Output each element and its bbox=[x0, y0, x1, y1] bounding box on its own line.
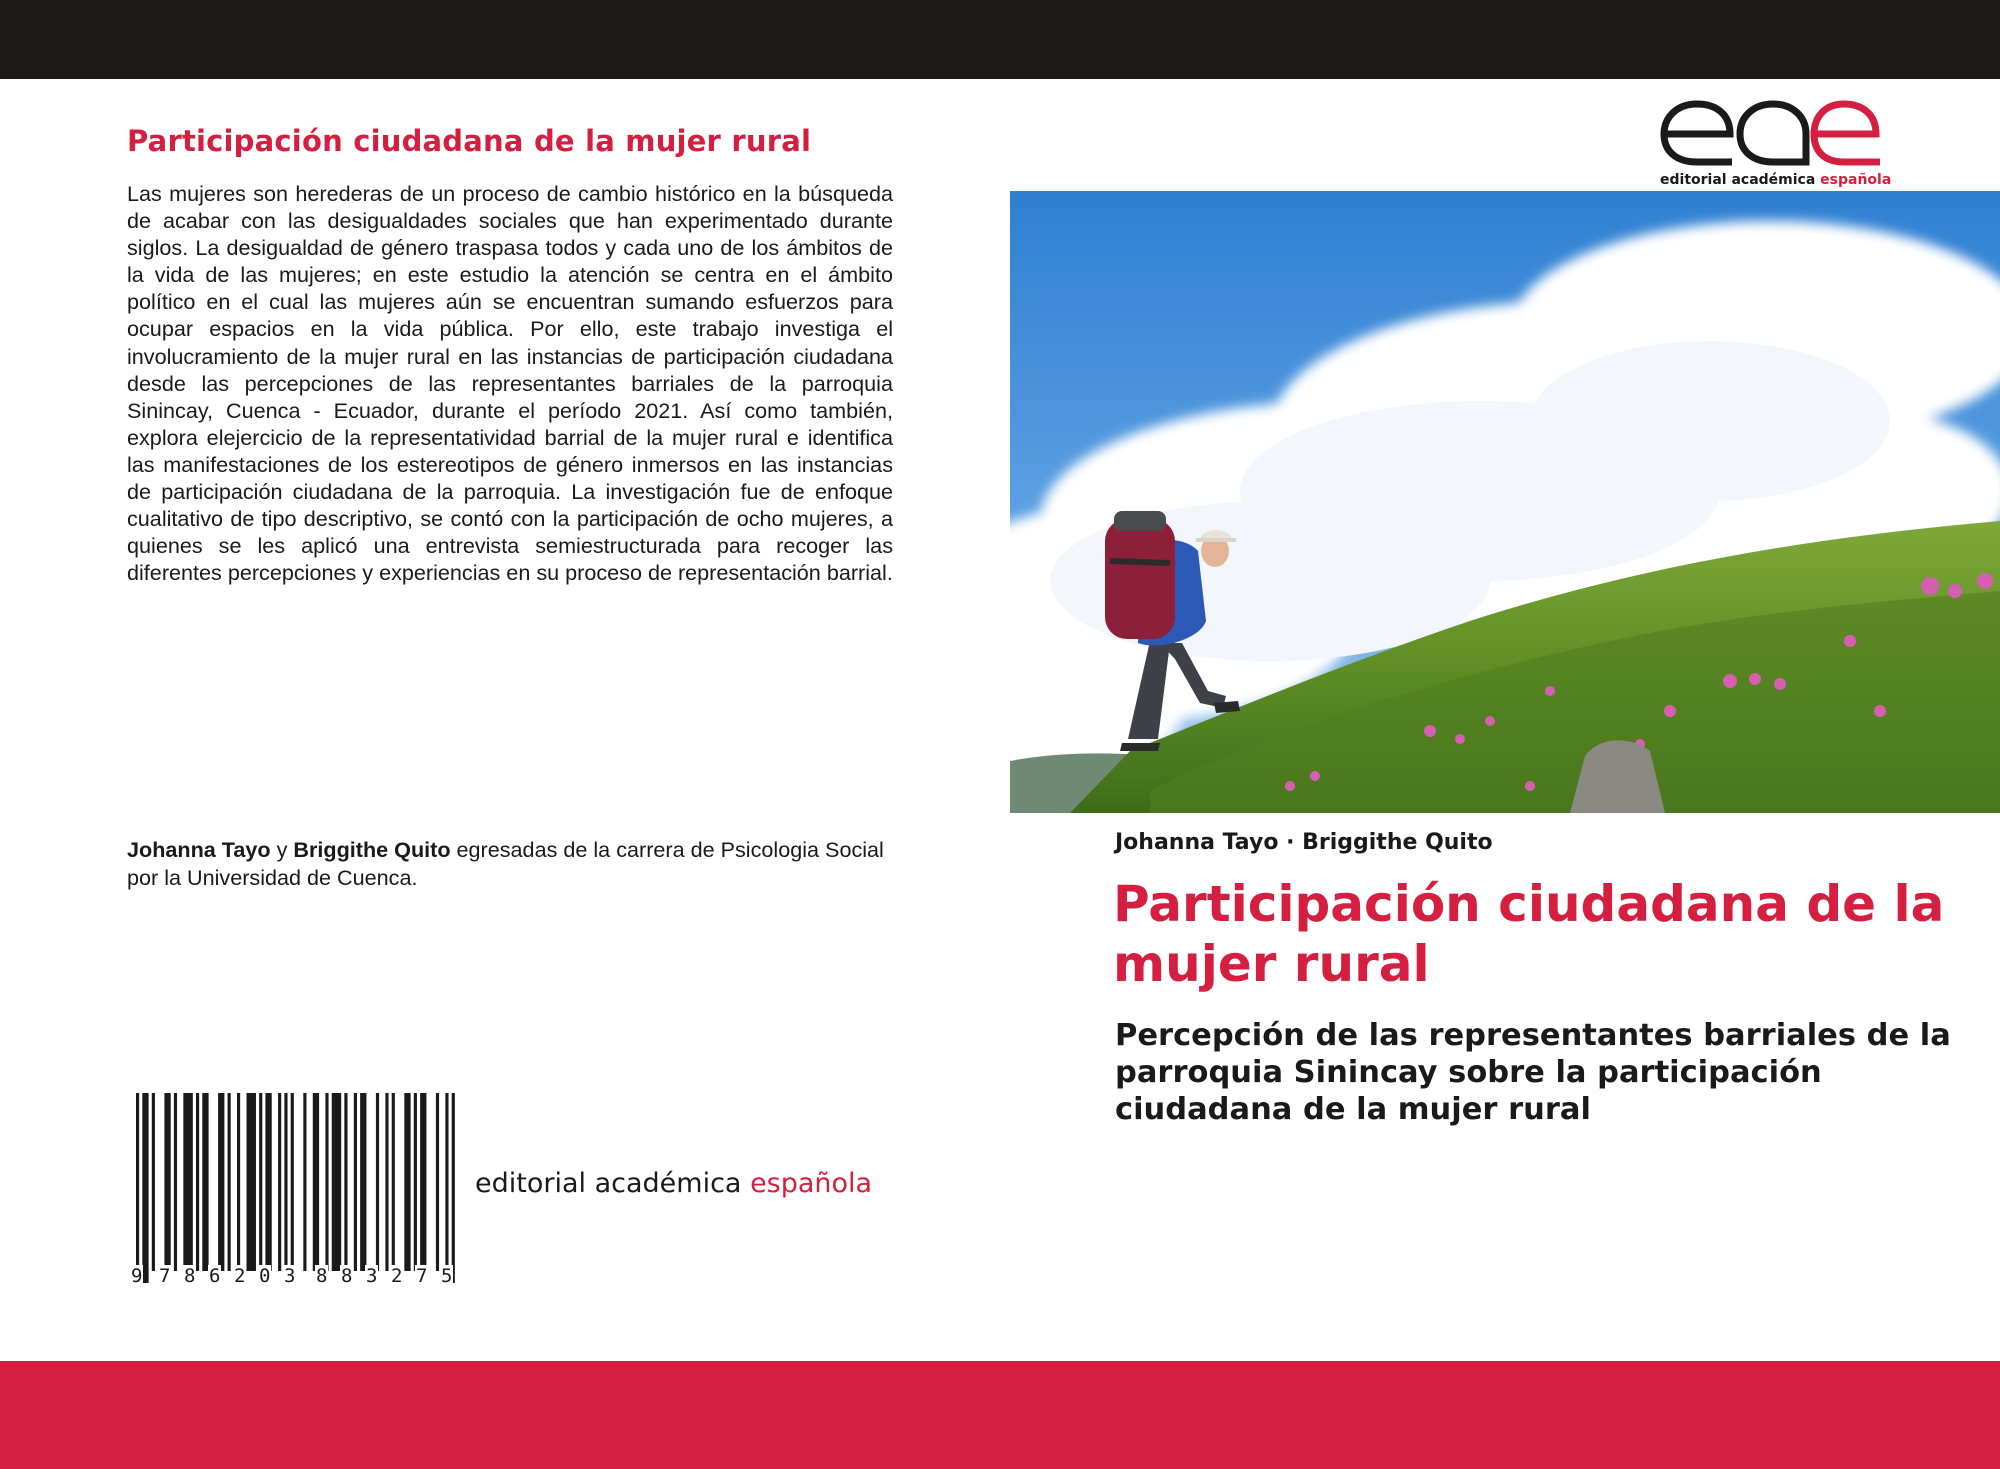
barcode-digit: 2 bbox=[234, 1265, 246, 1287]
barcode-digit: 3 bbox=[366, 1265, 378, 1287]
top-band bbox=[0, 0, 2000, 79]
barcode-bar bbox=[414, 1093, 417, 1271]
barcode-bar bbox=[404, 1093, 410, 1271]
barcode-bar bbox=[164, 1093, 170, 1271]
barcode-bar bbox=[376, 1093, 379, 1271]
barcode-bar bbox=[183, 1093, 192, 1271]
barcode-bar bbox=[196, 1093, 199, 1271]
front-cover-authors: Johanna Tayo · Briggithe Quito bbox=[1115, 830, 1493, 855]
barcode-bar bbox=[202, 1093, 208, 1271]
barcode-digit: 8 bbox=[184, 1265, 196, 1287]
barcode-bar bbox=[291, 1093, 294, 1283]
barcode-bar bbox=[392, 1093, 395, 1271]
barcode-digit: 7 bbox=[416, 1265, 428, 1287]
publisher-imprint-accent: española bbox=[750, 1168, 873, 1199]
barcode-digit: 8 bbox=[316, 1265, 328, 1287]
barcode-bar bbox=[436, 1093, 439, 1271]
barcode-bar bbox=[284, 1093, 287, 1283]
barcode-bar bbox=[136, 1093, 139, 1283]
barcode-bar bbox=[228, 1093, 231, 1271]
barcode-bar bbox=[278, 1093, 281, 1271]
barcode-digit: 3 bbox=[284, 1265, 296, 1287]
cover-photo-illustration bbox=[1010, 191, 2000, 813]
barcode-digit: 5 bbox=[441, 1265, 453, 1287]
barcode-digit: 0 bbox=[259, 1265, 271, 1287]
author-bio-text: egresadas de la carrera de Psicologia Social por la Universidad de Cuenca. bbox=[127, 837, 884, 890]
publisher-imprint-main: editorial académica bbox=[475, 1168, 751, 1199]
author-bio-name-2: Briggithe Quito bbox=[293, 837, 451, 862]
barcode-digit: 7 bbox=[159, 1265, 171, 1287]
barcode-bars bbox=[136, 1093, 458, 1283]
barcode-bar bbox=[360, 1093, 366, 1271]
barcode-bar bbox=[420, 1093, 426, 1271]
barcode-digits bbox=[130, 1265, 470, 1293]
barcode-bar bbox=[325, 1093, 328, 1271]
barcode-digit: 6 bbox=[209, 1265, 221, 1287]
barcode-bar bbox=[445, 1093, 448, 1283]
barcode-digit: 8 bbox=[341, 1265, 353, 1287]
barcode-digit: 2 bbox=[391, 1265, 403, 1287]
barcode-bar bbox=[265, 1093, 271, 1271]
publisher-logo-caption-accent: española bbox=[1820, 172, 1892, 188]
back-cover-title: Participación ciudadana de la mujer rural bbox=[127, 124, 812, 158]
barcode-bar bbox=[452, 1093, 455, 1283]
barcode-bar bbox=[142, 1093, 148, 1283]
eae-logo-icon bbox=[1658, 98, 1882, 168]
barcode-bar bbox=[313, 1093, 319, 1271]
author-bio-name-1: Johanna Tayo bbox=[127, 837, 271, 862]
barcode-bar bbox=[152, 1093, 155, 1271]
barcode-bar bbox=[259, 1093, 262, 1271]
back-cover-blurb: Las mujeres son herederas de un proceso de cambio histórico en la búsqueda de acabar con las desigualdades sociales que han experimentado durante siglos. La desigualdad de género traspasa todos y cada uno de los ámbitos de la vida de las mujeres; en este estudio la atención se centra en el ámbito político en el cual las mujeres aún se encuentran sumando esfuerzos para ocupar espacios en la vida pública. Por ello, este trabajo investiga el involucramiento de la mujer rural en las instancias de participación ciudadana desde las percepciones de las representantes barriales de la parroquia Sinincay, Cuenca - Ecuador, durante el período 2021. Así como también, explora elejercicio de la representatividad barrial de la mujer rural e identifica las manifestaciones de los estereotipos de género inmersos en las instancias de participación ciudadana de la parroquia. La investigación fue de enfoque cualitativo de tipo descriptivo, se contó con la participación de ocho mujeres, a quienes se les aplicó una entrevista semiestructurada para recoger las diferentes percepciones y experiencias en su proceso de representación barrial. bbox=[127, 181, 893, 586]
publisher-logo-caption-main: editorial académica bbox=[1660, 172, 1821, 188]
isbn-barcode bbox=[131, 1093, 458, 1297]
barcode-bar bbox=[303, 1093, 306, 1271]
publisher-imprint bbox=[475, 1168, 872, 1199]
front-cover-title: Participación ciudadana de la mujer rural bbox=[1113, 875, 1945, 993]
author-bio bbox=[127, 836, 907, 892]
publisher-logo-caption bbox=[1660, 172, 1891, 188]
barcode-bar bbox=[354, 1093, 357, 1271]
barcode-bar bbox=[385, 1093, 388, 1271]
barcode-bar bbox=[332, 1093, 341, 1271]
barcode-bar bbox=[174, 1093, 177, 1271]
barcode-bar bbox=[246, 1093, 255, 1271]
bottom-band bbox=[0, 1361, 2000, 1469]
barcode-bar bbox=[237, 1093, 240, 1271]
barcode-digit: 9 bbox=[131, 1265, 143, 1287]
author-bio-connector: y bbox=[270, 837, 294, 862]
barcode-bar bbox=[344, 1093, 347, 1271]
hiker-on-hillside-photo bbox=[1010, 191, 2000, 813]
front-cover-subtitle: Percepción de las representantes barriales de la parroquia Sinincay sobre la participación ciudadana de la mujer rural bbox=[1115, 1018, 1951, 1127]
barcode-bar bbox=[218, 1093, 224, 1271]
